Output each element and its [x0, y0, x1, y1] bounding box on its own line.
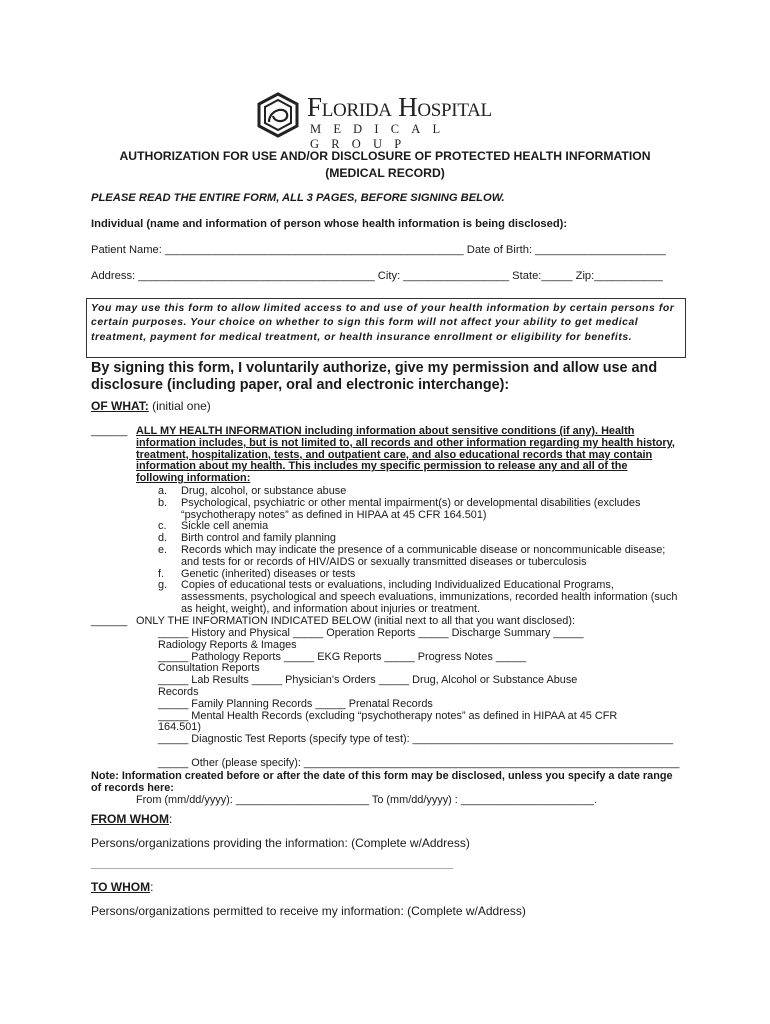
record-row	[158, 746, 688, 758]
to-whom-label: TO WHOM	[91, 880, 151, 894]
form-title: AUTHORIZATION FOR USE AND/OR DISCLOSURE OF PROTECTED HEALTH INFORMATION	[119, 149, 651, 163]
all-info-initial-blank[interactable]: ______	[91, 425, 128, 437]
logo-subtitle: MEDICAL GROUP	[310, 122, 452, 151]
from-whom-description: Persons/organizations providing the information: (Complete w/Address)	[91, 836, 470, 850]
all-info-option-text-content: ALL MY HEALTH INFORMATION including information about sensitive conditions (if any). Health information includes, but is not limited to, all records and other information regarding my health history, treatment, hospitalization, tests, and outpatient care, and also educational records that may contain information about my health. This includes my specific permission to release any and all of the following information:	[136, 425, 675, 485]
all-info-option-text	[136, 426, 676, 485]
form-subtitle: (MEDICAL RECORD)	[325, 166, 445, 180]
patient-name-field[interactable]: Patient Name: ________________________________________________ Date of Birth: _____________________	[91, 244, 666, 256]
only-info-initial-blank[interactable]: ______	[91, 615, 128, 627]
from-whom-address-line[interactable]	[91, 868, 453, 869]
sensitive-items-list	[158, 486, 678, 616]
to-whom-heading	[91, 880, 153, 894]
list-item: e. Records which may indicate the presence of a communicable disease or noncommunicable disease; and tests for or records of HIV/AIDS or sexually transmitted diseases or tuberculosis	[158, 543, 666, 568]
record-row[interactable]: _____ Pathology Reports _____ EKG Reports _____ Progress Notes _____	[158, 650, 527, 663]
list-item: a. Drug, alcohol, or substance abuse	[158, 485, 347, 497]
record-types-list	[158, 628, 688, 770]
of-what-heading	[91, 399, 211, 413]
list-item: b. Psychological, psychiatric or other mental impairment(s) or developmental disabilities (excludes “psychotherapy notes” as defined in HIPAA at 45 CFR 164.501)	[158, 496, 641, 521]
record-row[interactable]: _____ History and Physical _____ Operation Reports _____ Discharge Summary _____	[158, 627, 584, 639]
record-row: 164.501)	[158, 721, 201, 734]
record-row: Radiology Reports & Images	[158, 638, 297, 651]
date-range-note: Note: Information created before or after the date of this form may be disclosed, unless you specify a date range of records here:	[91, 770, 673, 794]
from-whom-heading	[91, 812, 172, 826]
logo-name: Florida Hospital	[307, 92, 492, 122]
logo-emblem-icon	[255, 92, 301, 138]
to-whom-colon: :	[150, 880, 154, 894]
list-item: f. Genetic (inherited) diseases or tests	[158, 567, 356, 580]
record-row[interactable]: _____ Diagnostic Test Reports (specify type of test): ___________________________________________	[158, 733, 674, 746]
florida-hospital-logo	[255, 92, 517, 151]
record-row[interactable]: _____ Family Planning Records _____ Prenatal Records	[158, 697, 433, 710]
individual-heading: Individual (name and information of person whose health information is being disclosed):	[91, 218, 568, 230]
record-row[interactable]: _____ Other (please specify): ______________________________________________________________	[158, 756, 680, 769]
date-range-field[interactable]: From (mm/dd/yyyy): ______________________ To (mm/dd/yyyy) : ______________________.	[136, 794, 598, 806]
authorize-statement-line1: By signing this form, I voluntarily authorize, give my permission and allow use and	[91, 360, 658, 376]
list-item: c. Sickle cell anemia	[158, 520, 269, 533]
list-item: g. Copies of educational tests or evaluations, including Individualized Educational Programs, assessments, psychological and speech evaluations, immunizations, recorded health information (such as height, weight), and information about injuries or treatment.	[158, 579, 678, 615]
from-whom-colon: :	[168, 812, 173, 826]
list-item: d. Birth control and family planning	[158, 532, 336, 545]
authorize-statement-line2: disclosure (including paper, oral and electronic interchange):	[91, 377, 510, 393]
notice-text: You may use this form to allow limited access to and use of your health information by certain persons for certain purposes. Your choice on whether to sign this form will not affect your ability to get medical treatment, payment for medical treatment, or health insurance enrollment or eligibility for benefits.	[91, 303, 675, 343]
of-what-hint: (initial one)	[148, 399, 211, 413]
of-what-label: OF WHAT:	[91, 399, 149, 413]
record-row: Records	[158, 685, 199, 698]
address-field[interactable]: Address: ______________________________________ City: _________________ State:_____ Zip:___________	[91, 270, 663, 282]
to-whom-description: Persons/organizations permitted to receive my information: (Complete w/Address)	[91, 904, 526, 918]
only-info-option-text: ONLY THE INFORMATION INDICATED BELOW (initial next to all that you want disclosed):	[136, 615, 575, 627]
record-row: Consultation Reports	[158, 662, 260, 675]
read-notice: PLEASE READ THE ENTIRE FORM, ALL 3 PAGES, BEFORE SIGNING BELOW.	[91, 192, 505, 204]
record-row[interactable]: _____ Lab Results _____ Physician’s Orders _____ Drug, Alcohol or Substance Abuse	[158, 674, 578, 687]
record-row[interactable]: _____ Mental Health Records (excluding “psychotherapy notes” as defined in HIPAA at 45 CFR	[158, 709, 618, 722]
from-whom-label: FROM WHOM	[91, 812, 169, 826]
